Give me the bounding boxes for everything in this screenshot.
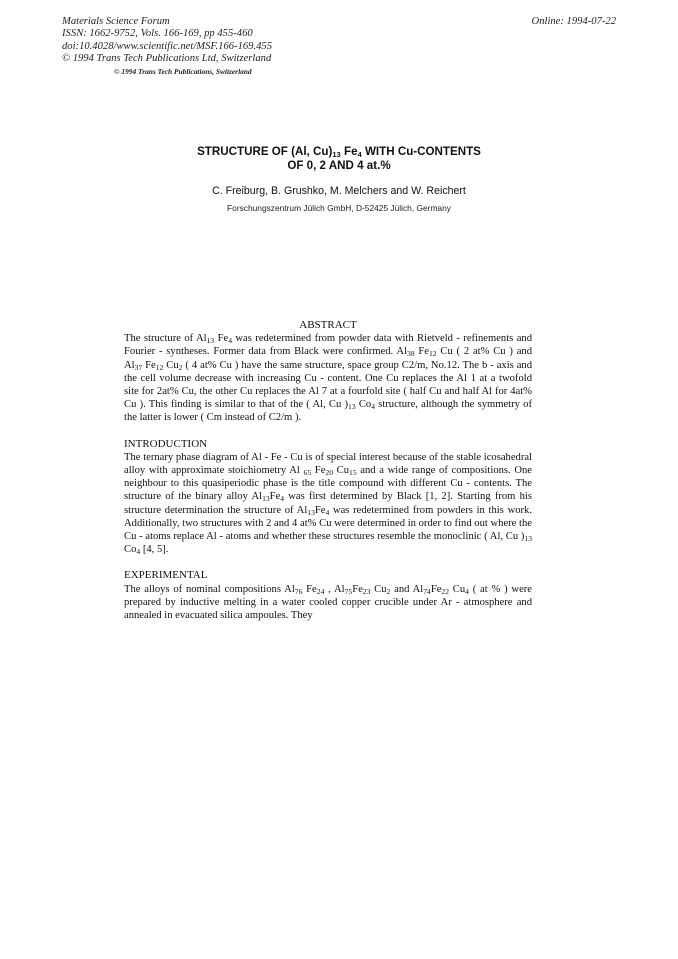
subscript: 12	[155, 362, 164, 372]
experimental-paragraph	[124, 583, 532, 623]
title-block	[0, 145, 678, 213]
subscript: 15	[349, 468, 357, 478]
subscript: 75	[344, 586, 353, 596]
introduction-heading: INTRODUCTION	[124, 437, 208, 450]
text-run: Fe	[430, 583, 442, 595]
subscript: 76	[294, 586, 303, 596]
subscript: 12	[429, 349, 437, 359]
text-run: structure, although the symmetry of the latter is lower ( Cm instead of C2/m ).	[124, 399, 532, 424]
text-run: Fe	[414, 346, 429, 358]
experimental-heading: EXPERIMENTAL	[124, 569, 208, 582]
text-run: Cu	[449, 583, 466, 595]
text-run: [4, 5].	[140, 544, 169, 556]
paper-title	[0, 145, 678, 173]
title-part: STRUCTURE OF (Al, Cu)	[197, 145, 333, 158]
text-run: Co	[124, 544, 137, 556]
subscript: 20	[325, 468, 333, 478]
text-run: Cu	[370, 583, 387, 595]
text-run: Fe	[214, 333, 229, 345]
journal-name: Materials Science Forum	[62, 16, 170, 27]
subscript: 4	[280, 494, 285, 504]
text-run: Fe	[269, 491, 281, 503]
text-run: Cu ( 2 at% Cu ) and Al	[124, 346, 532, 371]
text-run: , Al	[324, 583, 345, 595]
doi-line: doi:10.4028/www.scientific.net/MSF.166-169.455	[62, 40, 272, 52]
subscript: 13	[206, 336, 215, 346]
subscript: 24	[316, 586, 325, 596]
authors: C. Freiburg, B. Grushko, M. Melchers and W. Reichert	[212, 185, 466, 197]
text-run: Fe	[142, 359, 156, 371]
copyright-small: © 1994 Trans Tech Publications, Switzerland	[114, 66, 252, 76]
subscript: 23	[362, 586, 371, 596]
journal-header	[62, 16, 272, 78]
subscript: 13	[307, 507, 315, 517]
subscript: 4	[136, 547, 141, 557]
subscript: 65	[303, 468, 312, 478]
subscript: 38	[407, 349, 415, 359]
affiliation: Forschungszentrum Jülich GmbH, D-52425 Jülich, Germany	[227, 203, 451, 213]
text-run: Fe	[314, 504, 326, 516]
text-run: and Al	[390, 583, 424, 595]
text-run: Cu	[163, 359, 179, 371]
copyright-line: © 1994 Trans Tech Publications Ltd, Switzerland	[62, 53, 272, 65]
subscript: 13	[524, 534, 532, 544]
text-run: was redetermined from powder data with Rietveld - refinements and Fourier - syntheses. Former data from Black were confirmed. Al	[124, 333, 533, 358]
text-run: was redetermined from powders in this work. Additionally, two structures with 2 and 4 at% Cu were determined in order to find out where the Cu - atoms replace Al - atoms and whether these structures resemble the monoclinic ( Al, Cu )	[124, 504, 532, 543]
subscript: 2	[386, 586, 391, 596]
title-subscript: 4	[357, 150, 362, 159]
online-date: Online: 1994-07-22	[531, 16, 616, 27]
text-run: Fe	[302, 583, 317, 595]
abstract-heading: ABSTRACT	[299, 319, 357, 331]
subscript: 22	[441, 586, 449, 596]
text-run: was first determined by Black [1, 2]. Starting from his structure determination the structure of Al	[124, 491, 532, 516]
subscript: 13	[262, 494, 270, 504]
subscript: 4	[465, 586, 469, 596]
subscript: 37	[134, 362, 143, 372]
text-run: Cu	[333, 465, 350, 477]
text-run: The ternary phase diagram of Al - Fe - Cu is of special interest because of the stable icosahedral alloy with approximate stoichiometry Al	[124, 451, 532, 477]
abstract-paragraph	[124, 332, 532, 424]
text-run: Fe	[311, 465, 326, 477]
title-subscript: 13	[332, 150, 341, 159]
text-run: Fe	[352, 583, 363, 595]
subscript: 4	[371, 402, 375, 412]
spacer	[124, 425, 532, 438]
subscript: 74	[423, 586, 431, 596]
text-run: and a wide range of compositions. One neighbour to this quasiperiodic phase is the title compound with different Cu - contents. The structure of the binary alloy Al	[124, 465, 532, 503]
spacer	[124, 556, 532, 569]
subscript: 4	[325, 507, 330, 517]
text-run: The alloys of nominal compositions Al	[124, 583, 295, 595]
subscript: 13	[348, 402, 356, 412]
text-run: ( at % ) were prepared by inductive melting in a water cooled copper crucible under Ar - atmosphere and annealed in evacuated silica ampoules. They	[124, 583, 532, 622]
title-line-2: OF 0, 2 AND 4 at.%	[287, 159, 391, 172]
title-part: WITH Cu-CONTENTS	[361, 145, 481, 158]
title-part: Fe	[340, 145, 358, 158]
text-run: The structure of Al	[124, 333, 207, 345]
subscript: 4	[228, 336, 232, 346]
subscript: 2	[178, 362, 183, 372]
paper-body	[124, 319, 532, 622]
text-run: Co	[355, 399, 372, 411]
introduction-paragraph	[124, 451, 532, 557]
text-run: ( 4 at% Cu ) have the same structure, space group C2/m, No.12. The b - axis and the cell volume decrease with increasing Cu - content. One Cu replaces the Al 1 at a twofold site for 2at% Cu, the other Cu replaces the Al 7 at a fourfold site ( half Cu and half Al for 4at% Cu ). This finding is similar to that of the ( Al, Cu )	[124, 359, 533, 411]
issn-line: ISSN: 1662-9752, Vols. 166-169, pp 455-460	[62, 28, 253, 40]
